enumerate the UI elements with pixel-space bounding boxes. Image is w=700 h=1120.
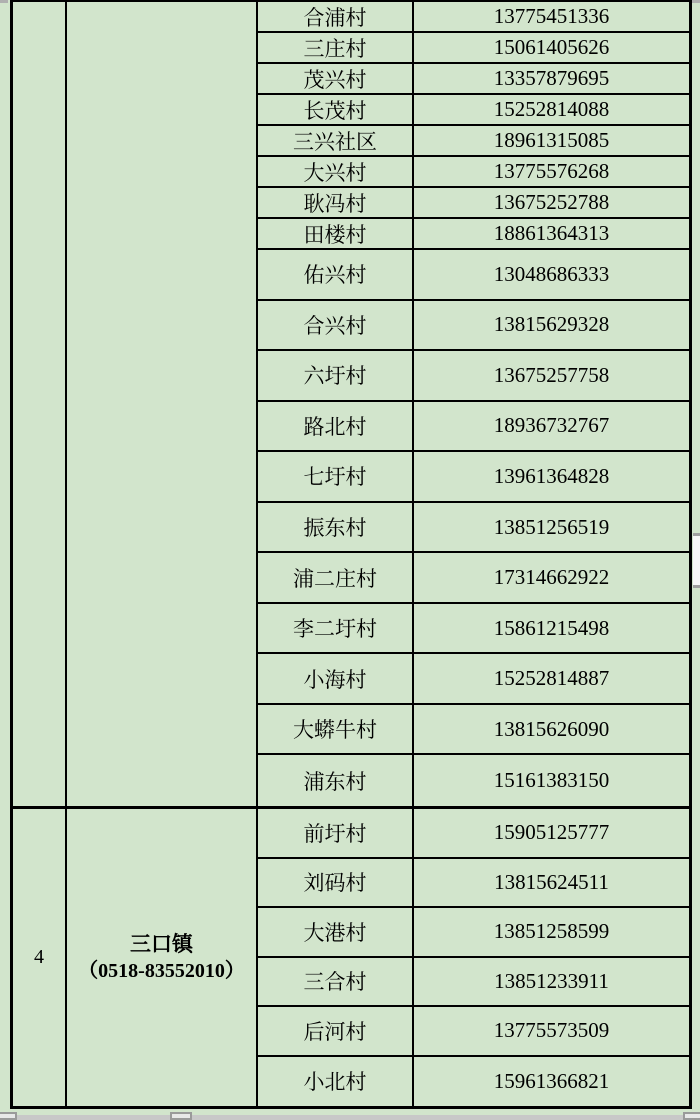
phone-number-cell: 13851233911	[494, 968, 609, 993]
village-name-cell: 三兴社区	[258, 126, 414, 155]
village-name-cell: 前圩村	[258, 809, 414, 857]
table-row	[258, 1057, 689, 1107]
village-rows	[258, 2, 689, 806]
phone-number-cell: 13851258599	[493, 919, 610, 944]
table-row	[258, 250, 689, 301]
village-rows	[258, 809, 689, 1106]
table-row	[258, 1007, 689, 1057]
page-edge-mark-bottom-right	[683, 1112, 700, 1120]
table-row	[258, 2, 689, 33]
village-name-cell: 七圩村	[258, 452, 414, 501]
phone-number-cell: 13815624511	[494, 869, 609, 894]
village-name-cell: 长茂村	[258, 95, 414, 124]
village-name-cell: 大蟒牛村	[258, 705, 414, 754]
phone-number-cell: 18861364313	[493, 221, 610, 245]
phone-number-cell: 17314662922	[493, 565, 610, 590]
village-name-cell: 合浦村	[258, 2, 414, 31]
town-number-cell	[13, 2, 67, 806]
phone-number-cell: 18936732767	[493, 413, 610, 438]
phone-number-cell: 13815626090	[493, 716, 610, 741]
table-row	[258, 301, 689, 352]
table-row	[258, 188, 689, 219]
village-name-cell: 小海村	[258, 654, 414, 703]
phone-number-cell: 13357879695	[493, 66, 610, 90]
table-row	[258, 705, 689, 756]
phone-number-cell: 15861215498	[493, 615, 610, 640]
phone-number-cell: 15061405626	[493, 35, 610, 59]
village-name-cell: 佑兴村	[258, 250, 414, 299]
town-number-cell: 4	[13, 809, 67, 1106]
table-row	[258, 809, 689, 859]
village-name-cell: 田楼村	[258, 219, 414, 248]
table-row	[258, 95, 689, 126]
phone-number-cell: 13851256519	[493, 514, 610, 539]
phone-number-cell: 13775576268	[493, 159, 610, 183]
phone-number-cell: 15161383150	[493, 768, 610, 793]
phone-number-cell: 15905125777	[493, 820, 610, 845]
table-row	[258, 859, 689, 909]
village-name-cell: 振东村	[258, 503, 414, 552]
village-name-cell: 后河村	[258, 1007, 414, 1055]
page-bottom-edge	[0, 1115, 700, 1120]
town-name-cell	[67, 809, 258, 1106]
town-section-3	[13, 2, 689, 806]
village-name-cell: 路北村	[258, 402, 414, 451]
village-name-cell: 耿冯村	[258, 188, 414, 217]
town-name-text: 三口镇	[130, 931, 193, 956]
phone-number-cell: 15252814887	[493, 666, 610, 691]
table-row	[258, 908, 689, 958]
village-name-cell: 大兴村	[258, 157, 414, 186]
village-name-cell: 浦二庄村	[258, 553, 414, 602]
table-row	[258, 64, 689, 95]
table-row	[258, 351, 689, 402]
village-name-cell: 大港村	[258, 908, 414, 956]
town-phone-text: （0518-83552010）	[78, 960, 245, 983]
village-name-cell: 浦东村	[258, 755, 414, 806]
phone-number-cell: 18961315085	[493, 128, 610, 152]
village-name-cell: 三合村	[258, 958, 414, 1006]
table-row	[258, 604, 689, 655]
phone-number-cell: 13048686333	[493, 261, 610, 286]
page-edge-mark-bottom-mid	[170, 1112, 192, 1120]
phone-number-cell: 13775573509	[493, 1018, 610, 1043]
phone-number-cell: 13675252788	[493, 190, 610, 214]
village-name-cell: 小北村	[258, 1057, 414, 1107]
village-name-cell: 三庄村	[258, 33, 414, 62]
table-row	[258, 219, 689, 250]
phone-number-cell: 13775451336	[493, 4, 610, 28]
table-row	[258, 503, 689, 554]
table-row	[258, 402, 689, 453]
page-edge-mark-top-left	[0, 0, 8, 3]
village-name-cell: 李二圩村	[258, 604, 414, 653]
phone-number-cell: 13815629328	[493, 312, 610, 337]
phone-number-cell: 13675257758	[493, 362, 610, 387]
table-row	[258, 755, 689, 806]
town-section-4	[13, 806, 689, 1106]
table-row	[258, 452, 689, 503]
scrollbar-thumb[interactable]	[693, 533, 700, 588]
village-contact-table	[10, 0, 692, 1109]
page-edge-mark-top-right	[692, 0, 700, 3]
table-row	[258, 157, 689, 188]
table-row	[258, 654, 689, 705]
phone-number-cell: 15252814088	[493, 97, 610, 121]
village-name-cell: 合兴村	[258, 301, 414, 350]
town-name-cell	[67, 2, 258, 806]
table-row	[258, 958, 689, 1008]
table-row	[258, 553, 689, 604]
table-row	[258, 33, 689, 64]
phone-number-cell: 13961364828	[493, 463, 610, 488]
page-edge-mark-bottom-left	[0, 1112, 17, 1120]
phone-number-cell: 15961366821	[493, 1068, 610, 1093]
table-row	[258, 126, 689, 157]
village-name-cell: 茂兴村	[258, 64, 414, 93]
village-name-cell: 六圩村	[258, 351, 414, 400]
village-name-cell: 刘码村	[258, 859, 414, 907]
